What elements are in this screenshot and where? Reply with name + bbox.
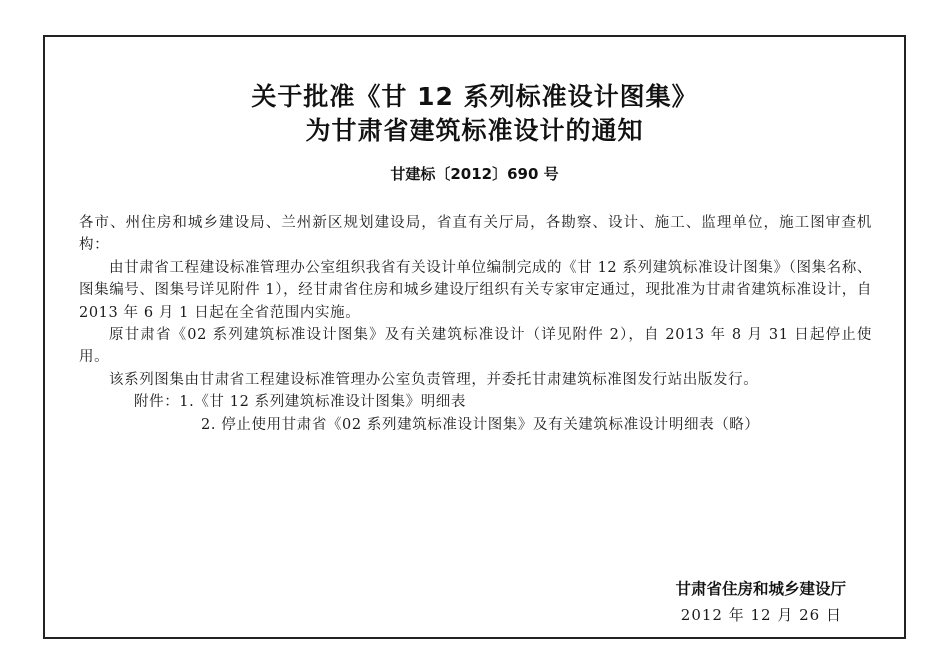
document-body — [79, 212, 872, 436]
paragraph-3: 该系列图集由甘肃省工程建设标准管理办公室负责管理，并委托甘肃建筑标准图发行站出版发行。 — [109, 371, 759, 388]
document-title — [45, 80, 904, 148]
issuing-authority: 甘肃省住房和城乡建设厅 — [675, 580, 846, 598]
title-line-2: 为甘肃省建筑标准设计的通知 — [305, 116, 644, 145]
addressee: 各市、州住房和城乡建设局、兰州新区规划建设局，省直有关厅局，各勘察、设计、施工、监理单位，施工图审查机构： — [79, 215, 872, 254]
attachment-1: 附件：1.《甘 12 系列建筑标准设计图集》明细表 — [134, 394, 467, 411]
paragraph-2: 原甘肃省《02 系列建筑标准设计图集》及有关建筑标准设计（详见附件 2），自 2013 年 8 月 31 日起停止使用。 — [79, 327, 872, 366]
title-line-1: 关于批准《甘 12 系列标准设计图集》 — [251, 82, 698, 111]
document-frame — [43, 35, 906, 639]
paragraph-1: 由甘肃省工程建设标准管理办公室组织我省有关设计单位编制完成的《甘 12 系列建筑标准设计图集》（图集名称、图集编号、图集号详见附件 1），经甘肃省住房和城乡建设厅组织有关专家审定通过，现批准为甘肃省建筑标准设计，自 2013 年 6 月 1 日起在全省范围内实施。 — [79, 259, 872, 321]
document-number: 甘建标〔2012〕690 号 — [390, 165, 559, 183]
issue-date: 2012 年 12 月 26 日 — [680, 606, 842, 624]
attachment-2: 2. 停止使用甘肃省《02 系列建筑标准设计图集》及有关建筑标准设计明细表（略） — [201, 416, 760, 433]
